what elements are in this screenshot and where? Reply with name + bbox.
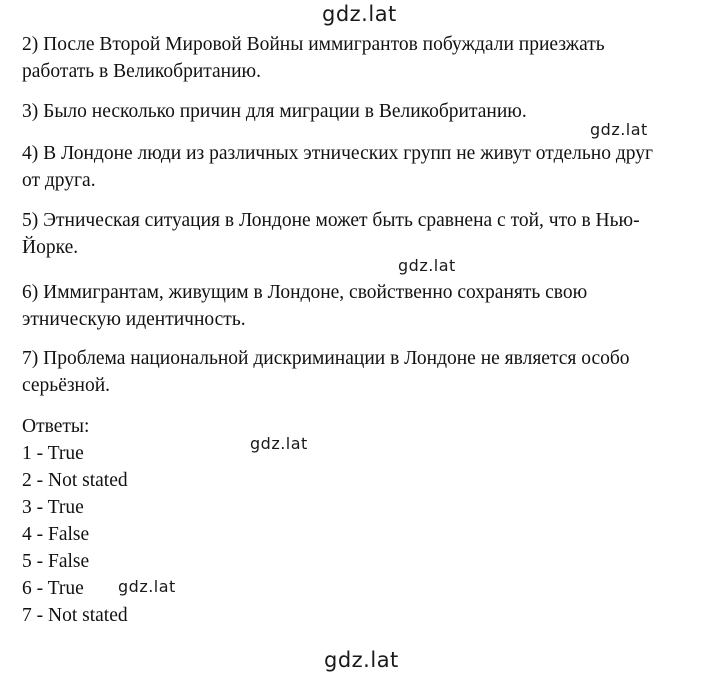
statement-6-line1: 6) Иммигрантам, живущим в Лондоне, свойственно сохранять свою xyxy=(22,282,588,303)
statement-5-line1: 5) Этническая ситуация в Лондоне может быть сравнена с той, что в Нью- xyxy=(22,210,640,231)
answer-item: 5 - False xyxy=(22,551,90,572)
statement-3-line1: 3) Было несколько причин для миграции в Великобританию. xyxy=(22,101,527,122)
statement-2-line2: работать в Великобританию. xyxy=(22,61,261,82)
answers-heading: Ответы: xyxy=(22,416,90,437)
answer-item: 6 - True xyxy=(22,578,84,599)
statement-5-line2: Йорке. xyxy=(22,237,79,258)
answer-item: 1 - True xyxy=(22,443,84,464)
answer-item: 7 - Not stated xyxy=(22,605,128,626)
watermark-mid-right: gdz.lat xyxy=(590,120,648,139)
watermark-answers-right: gdz.lat xyxy=(250,434,308,453)
watermark-mid-center: gdz.lat xyxy=(398,256,456,275)
answer-item: 3 - True xyxy=(22,497,84,518)
answer-item: 4 - False xyxy=(22,524,90,545)
answer-item: 2 - Not stated xyxy=(22,470,128,491)
statement-4-line1: 4) В Лондоне люди из различных этнических групп не живут отдельно друг xyxy=(22,143,653,164)
watermark-bottom: gdz.lat xyxy=(324,648,399,672)
statement-4-line2: от друга. xyxy=(22,170,96,191)
statement-2-line1: 2) После Второй Мировой Войны иммигрантов побуждали приезжать xyxy=(22,34,605,55)
watermark-answers-left: gdz.lat xyxy=(118,577,176,596)
statement-7-line1: 7) Проблема национальной дискриминации в Лондоне не является особо xyxy=(22,348,630,369)
watermark-top: gdz.lat xyxy=(322,2,397,26)
statement-7-line2: серьёзной. xyxy=(22,375,111,396)
statement-6-line2: этническую идентичность. xyxy=(22,309,246,330)
